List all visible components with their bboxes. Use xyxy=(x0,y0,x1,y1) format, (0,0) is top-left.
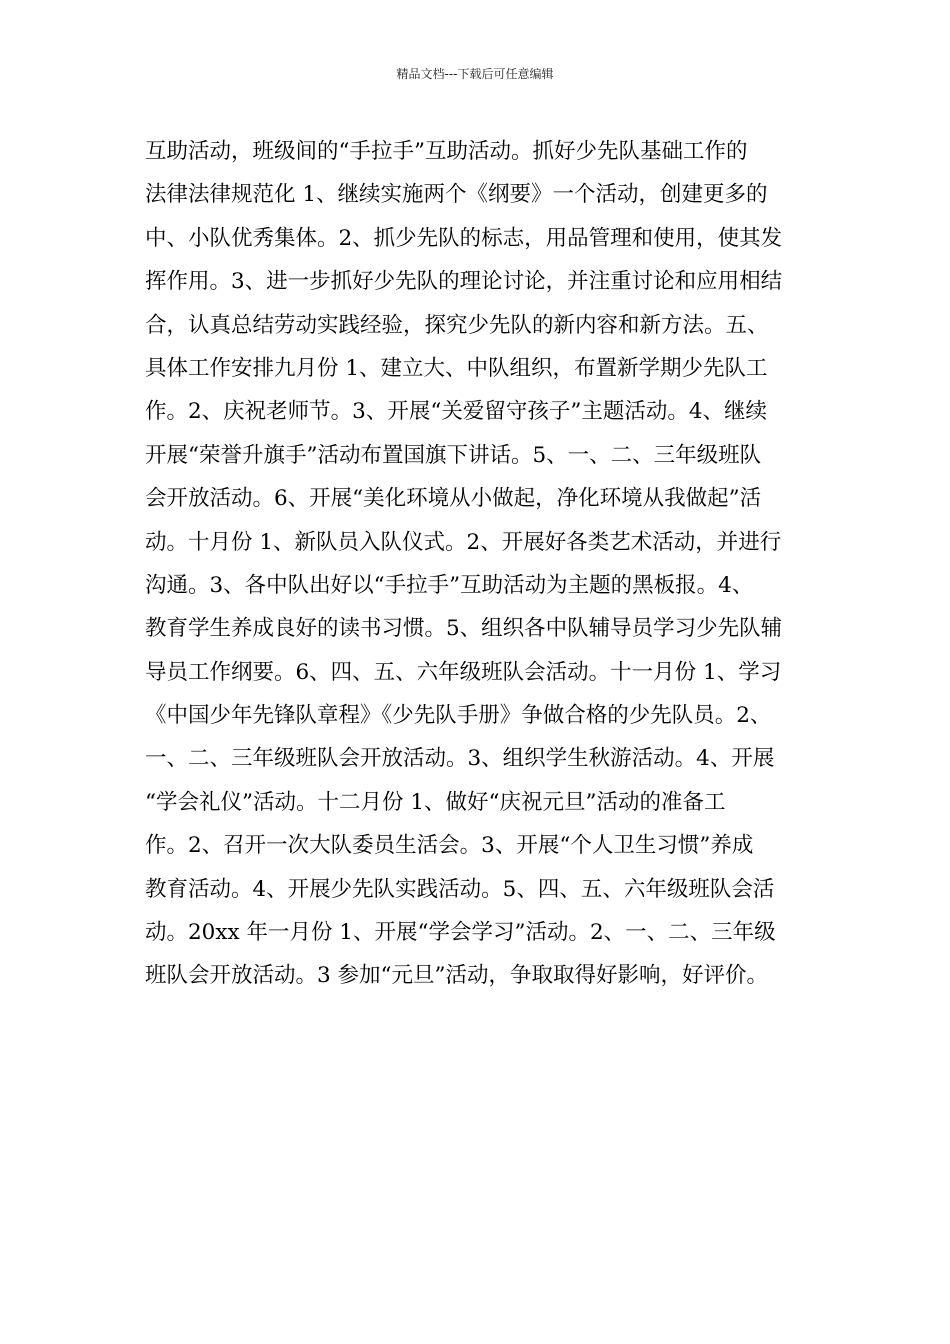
document-body xyxy=(145,130,815,998)
text-line: 合，认真总结劳动实践经验，探究少先队的新内容和新方法。五、 xyxy=(145,312,769,338)
text-line: 班队会开放活动。3 参加“元旦”活动，争取取得好影响，好评价。 xyxy=(145,963,768,989)
text-line: “学会礼仪”活动。十二月份 1、做好“庆祝元旦”活动的准备工 xyxy=(145,789,726,815)
text-line: 一、二、三年级班队会开放活动。3、组织学生秋游活动。4、开展 xyxy=(145,746,775,772)
text-line: 互助活动，班级间的“手拉手”互助活动。抓好少先队基础工作的 xyxy=(145,139,748,164)
text-line: 作。2、庆祝老师节。3、开展“关爱留守孩子”主题活动。4、继续 xyxy=(145,399,768,425)
text-line: 会开放活动。6、开展“美化环境从小做起，净化环境从我做起”活 xyxy=(145,486,762,512)
text-line: 作。2、召开一次大队委员生活会。3、开展“个人卫生习惯”养成 xyxy=(145,833,754,859)
page-header: 精品文档---下载后可任意编辑 xyxy=(396,67,554,81)
text-line: 《中国少年先锋队章程》《少先队手册》争做合格的少先队员。2、 xyxy=(145,703,772,729)
text-line: 动。20xx 年一月份 1、开展“学会学习”活动。2、一、二、三年级 xyxy=(145,920,776,946)
text-line: 中、小队优秀集体。2、抓少先队的标志，用品管理和使用，使其发 xyxy=(145,225,783,251)
text-line: 教育学生养成良好的读书习惯。5、组织各中队辅导员学习少先队辅 xyxy=(145,616,783,642)
text-line: 导员工作纲要。6、四、五、六年级班队会活动。十一月份 1、学习 xyxy=(145,659,782,685)
text-line: 动。十月份 1、新队员入队仪式。2、开展好各类艺术活动，并进行 xyxy=(145,529,782,555)
text-line: 教育活动。4、开展少先队实践活动。5、四、五、六年级班队会活 xyxy=(145,876,775,902)
text-line: 挥作用。3、进一步抓好少先队的理论讨论，并注重讨论和应用相结 xyxy=(145,269,783,295)
text-line: 开展“荣誉升旗手”活动布置国旗下讲话。5、一、二、三年级班队 xyxy=(145,442,762,468)
text-line: 沟通。3、各中队出好以“手拉手”互助活动为主题的黑板报。4、 xyxy=(145,572,754,598)
text-line: 法律法律规范化 1、继续实施两个《纲要》一个活动，创建更多的 xyxy=(145,182,768,208)
text-line: 具体工作安排九月份 1、建立大、中队组织，布置新学期少先队工 xyxy=(145,355,768,381)
